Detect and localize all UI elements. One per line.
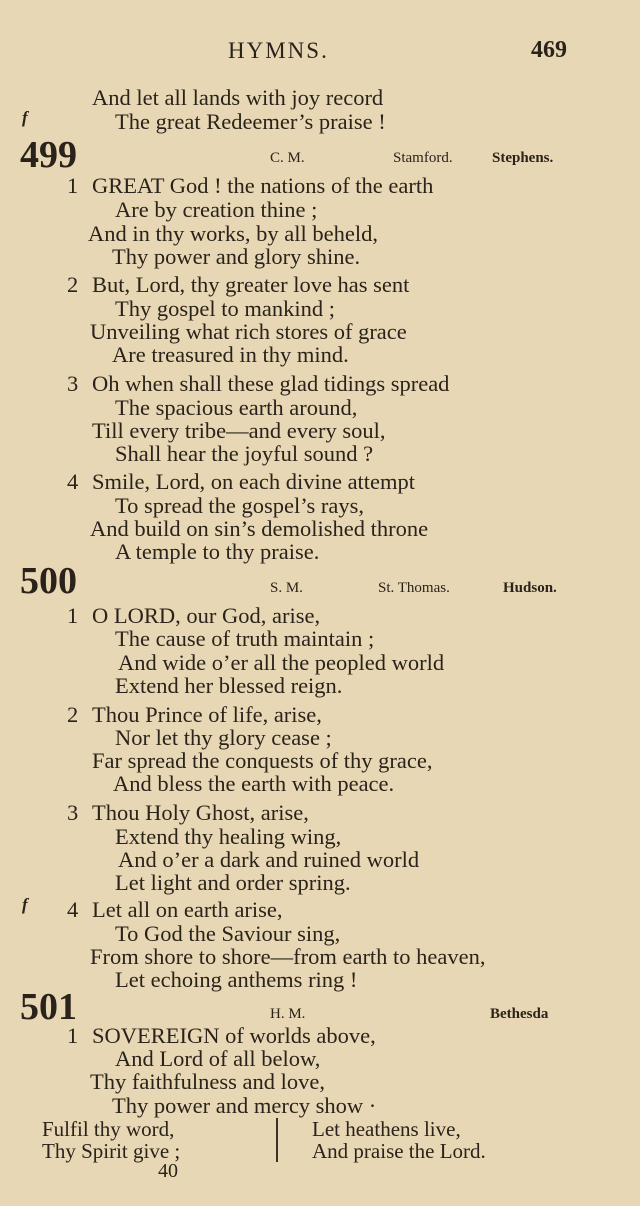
hymn-meter: C. M. (270, 150, 305, 166)
verse-line: A temple to thy praise. (115, 539, 320, 564)
verse-line: Far spread the conquests of thy grace, (92, 748, 433, 773)
verse-line: The great Redeemer’s praise ! (115, 109, 386, 134)
stanza-number: 3 (67, 371, 79, 396)
verse-line-right: Let heathens live, (312, 1117, 461, 1141)
verse-line: Let light and order spring. (115, 870, 351, 895)
verse-line: SOVEREIGN of worlds above, (92, 1023, 376, 1048)
hymn-tune: Bethesda (490, 1006, 549, 1022)
stanza-number: 4 (67, 469, 79, 494)
stanza-number: 1 (67, 1023, 79, 1048)
verse-line: And in thy works, by all beheld, (88, 221, 378, 246)
hymn-number: 499 (20, 134, 77, 176)
verse-line: And bless the earth with peace. (113, 771, 395, 796)
verse-line: Are treasured in thy mind. (112, 342, 349, 367)
verse-line: And let all lands with joy record (92, 85, 384, 110)
verse-line: And Lord of all below, (115, 1046, 321, 1071)
verse-line-left: Fulfil thy word, (42, 1117, 175, 1141)
hymn-meter: H. M. (270, 1006, 306, 1022)
verse-line: Thy power and mercy show · (112, 1093, 377, 1118)
verse-line: Oh when shall these glad tidings spread (92, 371, 450, 396)
verse-line: Thy faithfulness and love, (90, 1069, 325, 1094)
verse-line: Thy power and glory shine. (112, 244, 361, 269)
verse-line: Extend thy healing wing, (115, 824, 342, 849)
verse-line: Nor let thy glory cease ; (115, 725, 332, 750)
column-divider (276, 1118, 278, 1162)
verse-line: Till every tribe—and every soul, (92, 418, 386, 443)
verse-line: Let echoing anthems ring ! (115, 967, 358, 992)
hymn-number: 501 (20, 986, 77, 1028)
stanza-number: 1 (67, 173, 79, 198)
hymn-number: 500 (20, 560, 77, 602)
verse-line: And o’er a dark and ruined world (118, 847, 420, 872)
stanza-number: 3 (67, 800, 79, 825)
hymn-meter: S. M. (270, 580, 303, 596)
verse-line: And build on sin’s demolished throne (90, 516, 429, 541)
verse-line: O LORD, our God, arise, (92, 603, 321, 628)
verse-line: Smile, Lord, on each divine attempt (92, 469, 416, 494)
verse-line: Extend her blessed reign. (115, 673, 343, 698)
verse-line: Thou Prince of life, arise, (92, 702, 322, 727)
stanza-number: 2 (67, 272, 79, 297)
stanza-number: 4 (67, 897, 79, 922)
running-title: HYMNS. (228, 38, 329, 63)
verse-line: And wide o’er all the peopled world (118, 650, 445, 675)
verse-line: Are by creation thine ; (115, 197, 318, 222)
verse-line-left: Thy Spirit give ; (42, 1139, 181, 1163)
hymn-composer: Hudson. (503, 580, 557, 596)
verse-line: The spacious earth around, (115, 395, 358, 420)
verse-line: GREAT God ! the nations of the earth (92, 173, 434, 198)
verse-line: From shore to shore—from earth to heaven, (90, 944, 486, 969)
signature-mark: 40 (158, 1160, 178, 1182)
verse-line: Thy gospel to mankind ; (115, 296, 335, 321)
verse-line-right: And praise the Lord. (312, 1139, 486, 1163)
hymn-tune: St. Thomas. (378, 580, 450, 596)
verse-line: Thou Holy Ghost, arise, (92, 800, 309, 825)
verse-line: Unveiling what rich stores of grace (90, 319, 407, 344)
dynamic-marking: f (22, 895, 28, 914)
verse-line: The cause of truth maintain ; (115, 626, 375, 651)
verse-line: To God the Saviour sing, (115, 921, 341, 946)
page-number: 469 (531, 37, 567, 63)
dynamic-marking: f (22, 108, 28, 127)
verse-line: Shall hear the joyful sound ? (115, 441, 374, 466)
verse-line: To spread the gospel’s rays, (115, 493, 364, 518)
hymn-tune: Stamford. (393, 150, 453, 166)
verse-line: Let all on earth arise, (92, 897, 283, 922)
hymn-composer: Stephens. (492, 150, 554, 166)
stanza-number: 2 (67, 702, 79, 727)
stanza-number: 1 (67, 603, 79, 628)
verse-line: But, Lord, thy greater love has sent (92, 272, 410, 297)
